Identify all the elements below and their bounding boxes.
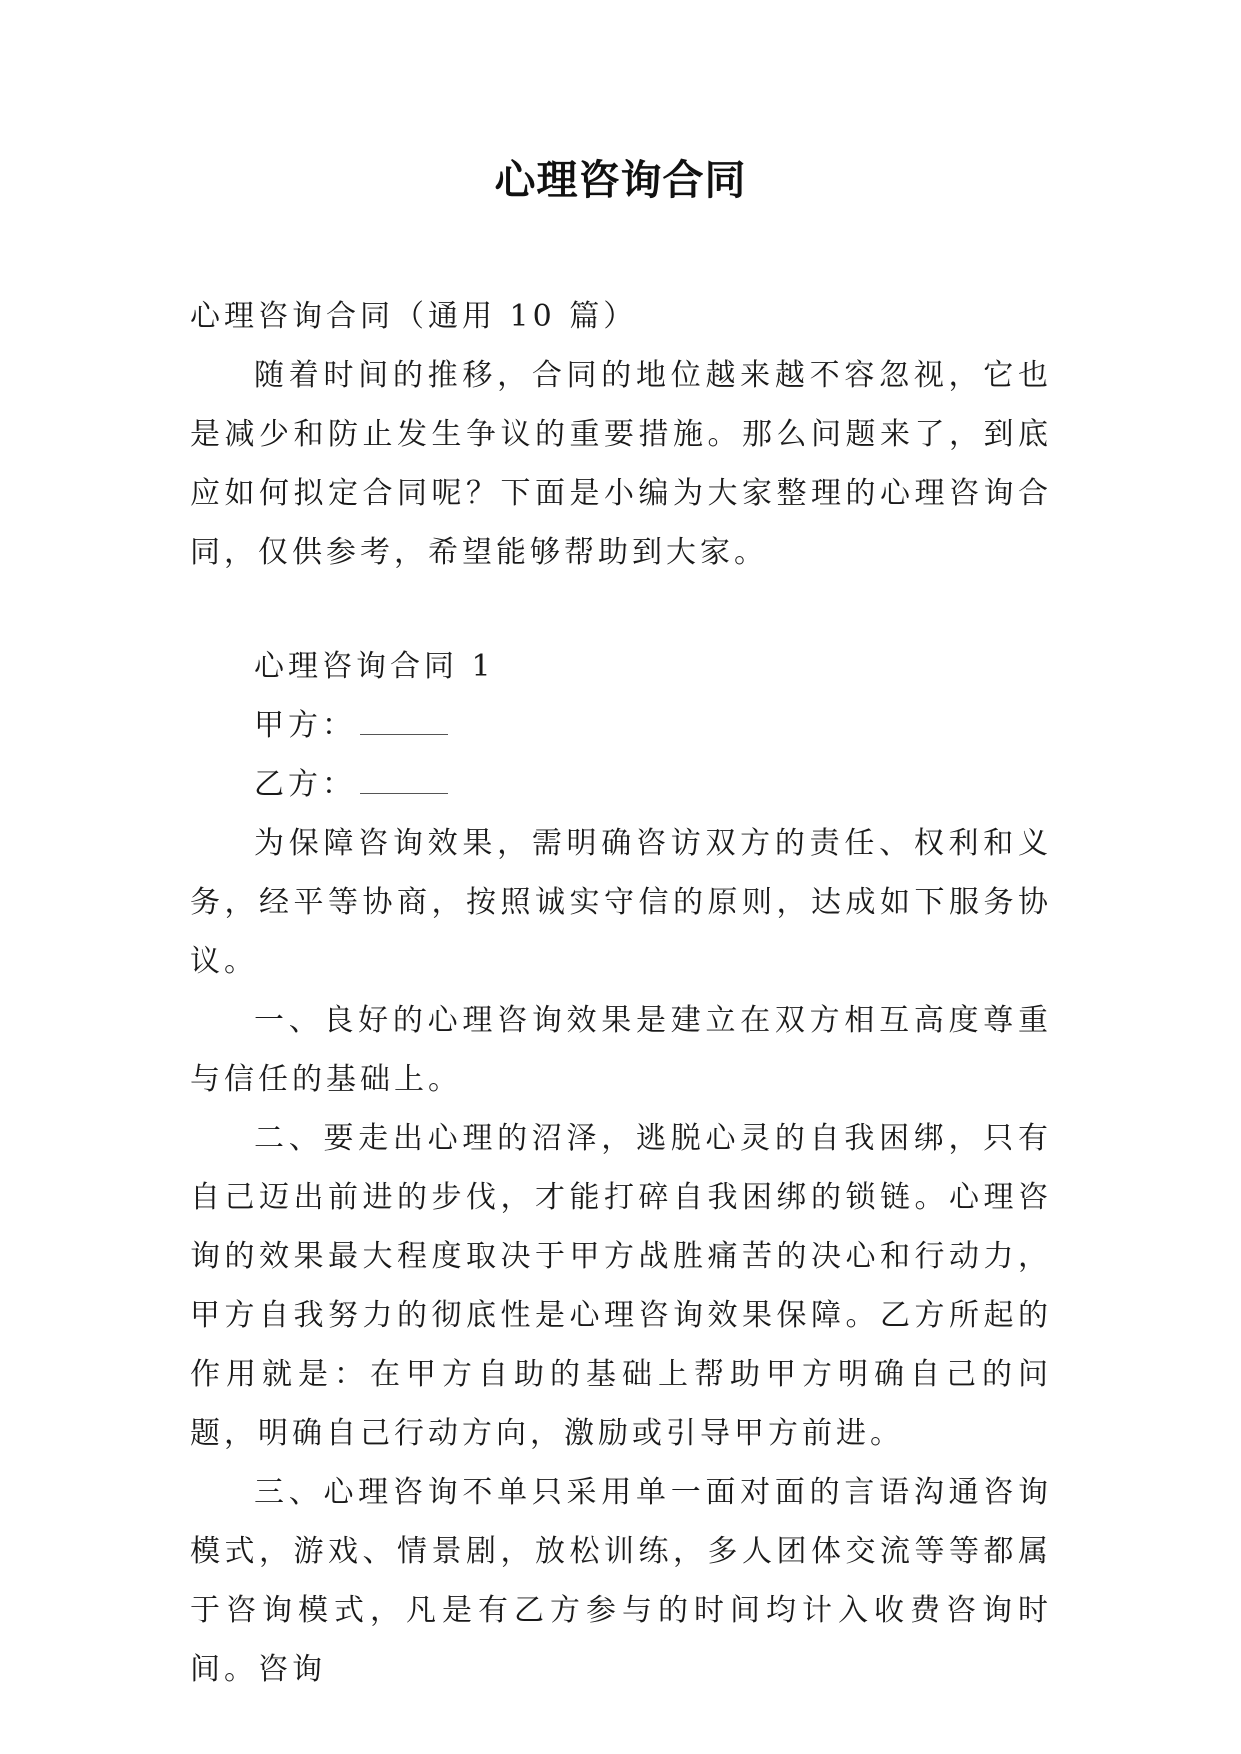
party-a-line <box>190 696 1052 755</box>
intro-paragraph: 随着时间的推移，合同的地位越来越不容忽视，它也是减少和防止发生争议的重要措施。那么问题来了，到底应如何拟定合同呢？下面是小编为大家整理的心理咨询合同，仅供参考，希望能够帮助到大家。 <box>190 358 1052 570</box>
clause-paragraph: 为保障咨询效果，需明确咨访双方的责任、权利和义务，经平等协商，按照诚实守信的原则，达成如下服务协议。 <box>190 826 1052 979</box>
party-b-label: 乙方： <box>254 767 356 802</box>
party-b-line <box>190 755 1052 814</box>
document-subtitle: 心理咨询合同（通用 10 篇） <box>190 299 638 334</box>
contract-section-1 <box>190 637 1052 1699</box>
clause-paragraph: 二、要走出心理的沼泽，逃脱心灵的自我困绑，只有自己迈出前进的步伐，才能打碎自我困绑的锁链。心理咨询的效果最大程度取决于甲方战胜痛苦的决心和行动力，甲方自我努力的彻底性是心理咨询效果保障。乙方所起的作用就是：在甲方自助的基础上帮助甲方明确自己的问题，明确自己行动方向，激励或引导甲方前进。 <box>190 1121 1052 1451</box>
party-b-blank <box>360 771 448 794</box>
party-a-label: 甲方： <box>254 708 356 743</box>
section-heading: 心理咨询合同 1 <box>254 649 495 684</box>
clause-paragraph: 三、心理咨询不单只采用单一面对面的言语沟通咨询模式，游戏、情景剧，放松训练，多人团体交流等等都属于咨询模式，凡是有乙方参与的时间均计入收费咨询时间。咨询 <box>190 1475 1052 1687</box>
party-a-blank <box>360 712 448 735</box>
document-title: 心理咨询合同 <box>494 156 747 204</box>
clause-paragraph: 一、良好的心理咨询效果是建立在双方相互高度尊重与信任的基础上。 <box>190 1003 1052 1097</box>
